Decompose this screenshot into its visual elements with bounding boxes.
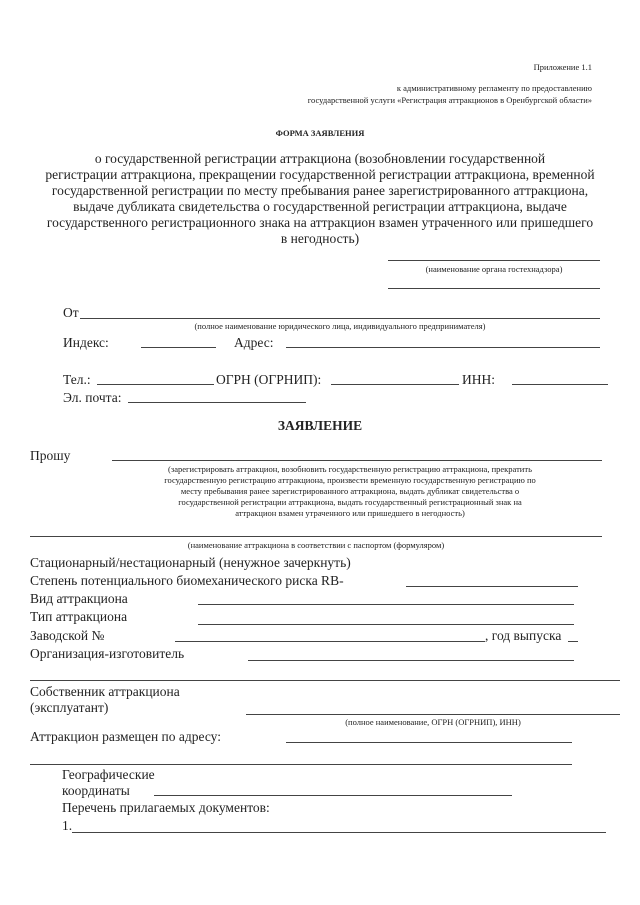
inn-field[interactable]: [512, 384, 608, 385]
geo-label-line-2: координаты: [62, 783, 130, 798]
docs-label: Перечень прилагаемых документов:: [62, 800, 270, 815]
owner-label-line-1: Собственник аттракциона: [30, 684, 180, 699]
from-field[interactable]: [80, 318, 600, 319]
email-label: Эл. почта:: [63, 390, 122, 405]
request-caption-line-3: месту пребывания ранее зарегистрированного аттракциона, выдать дубликат свидетельства о: [180, 486, 520, 496]
authority-name-line[interactable]: [388, 260, 600, 261]
manufacturer-field[interactable]: [248, 660, 574, 661]
subtitle-line-6: в негодность): [280, 231, 360, 246]
address-field[interactable]: [286, 347, 600, 348]
subtitle-line-4: выдаче дубликата свидетельства о государственной регистрации аттракциона, выдаче: [73, 199, 567, 214]
address-label: Адрес:: [234, 335, 274, 350]
ogrn-label: ОГРН (ОГРНИП):: [216, 372, 322, 387]
attraction-name-caption: (наименование аттракциона в соответствии с паспортом (формуляром): [187, 540, 445, 550]
authority-name-line-2[interactable]: [388, 288, 600, 289]
location-label: Аттракцион размещен по адресу:: [30, 729, 221, 744]
request-caption-line-1: (зарегистрировать аттракцион, возобновить государственную регистрацию аттракциона, прекратить: [168, 464, 532, 474]
location-field-2[interactable]: [30, 764, 572, 765]
geo-field[interactable]: [154, 795, 512, 796]
request-field[interactable]: [112, 460, 602, 461]
index-field[interactable]: [141, 347, 216, 348]
owner-caption: (полное наименование, ОГРН (ОГРНИП), ИНН): [345, 717, 521, 727]
serial-field[interactable]: [175, 641, 485, 642]
owner-label-line-2: (эксплуатант): [30, 700, 109, 715]
type-field[interactable]: [198, 624, 574, 625]
serial-label: Заводской №: [30, 628, 105, 643]
email-field[interactable]: [128, 402, 306, 403]
regulation-line-2: государственной услуги «Регистрация аттракционов в Оренбургской области»: [307, 95, 592, 105]
subtitle-line-2: регистрации аттракциона, прекращении государственной регистрации аттракциона, временной: [45, 167, 595, 182]
statement-title: ЗАЯВЛЕНИЕ: [277, 418, 363, 433]
request-caption-line-5: аттракцион взамен утраченного или пришедшего в негодность): [235, 508, 465, 518]
subtitle-line-1: о государственной регистрации аттракциона (возобновлении государственной: [94, 151, 546, 166]
view-field[interactable]: [198, 604, 574, 605]
risk-field[interactable]: [406, 586, 578, 587]
manufacturer-field-2[interactable]: [30, 680, 620, 681]
form-title: ФОРМА ЗАЯВЛЕНИЯ: [275, 128, 365, 138]
phone-field[interactable]: [97, 384, 214, 385]
manufacturer-label: Организация-изготовитель: [30, 646, 185, 661]
ogrn-field[interactable]: [331, 384, 459, 385]
risk-label: Степень потенциального биомеханического риска RB-: [30, 573, 344, 588]
request-caption-line-4: государственной регистрации аттракциона, выдать государственный регистрационный знак на: [178, 497, 522, 507]
geo-label-line-1: Географические: [62, 767, 155, 782]
year-label: , год выпуска: [485, 628, 562, 643]
authority-caption: (наименование органа гостехнадзора): [425, 264, 563, 274]
inn-label: ИНН:: [462, 372, 495, 387]
stationary-label: Стационарный/нестационарный (ненужное зачеркнуть): [30, 555, 351, 570]
subtitle-line-5: государственного регистрационного знака на аттракцион взамен утраченного или пришедшего: [46, 215, 594, 230]
type-label: Тип аттракциона: [30, 609, 128, 624]
docs-item-1-number: 1.: [62, 818, 73, 833]
subtitle-line-3: государственной регистрации по месту пребывания ранее зарегистрированного аттракциона,: [51, 183, 589, 198]
regulation-line-1: к административному регламенту по предоставлению: [396, 83, 592, 93]
from-label: От: [63, 305, 79, 320]
location-field[interactable]: [286, 742, 572, 743]
request-caption-line-2: государственную регистрацию аттракциона, произвести временную государственную регистрацию по: [164, 475, 536, 485]
attraction-name-field[interactable]: [30, 536, 602, 537]
phone-label: Тел.:: [63, 372, 91, 387]
year-field[interactable]: [568, 641, 578, 642]
request-label: Прошу: [30, 448, 71, 463]
appendix-number: Приложение 1.1: [533, 62, 592, 72]
owner-field[interactable]: [246, 714, 620, 715]
docs-item-1-field[interactable]: [72, 832, 606, 833]
from-caption: (полное наименование юридического лица, индивидуального предпринимателя): [194, 321, 486, 331]
index-label: Индекс:: [63, 335, 109, 350]
view-label: Вид аттракциона: [30, 591, 128, 606]
